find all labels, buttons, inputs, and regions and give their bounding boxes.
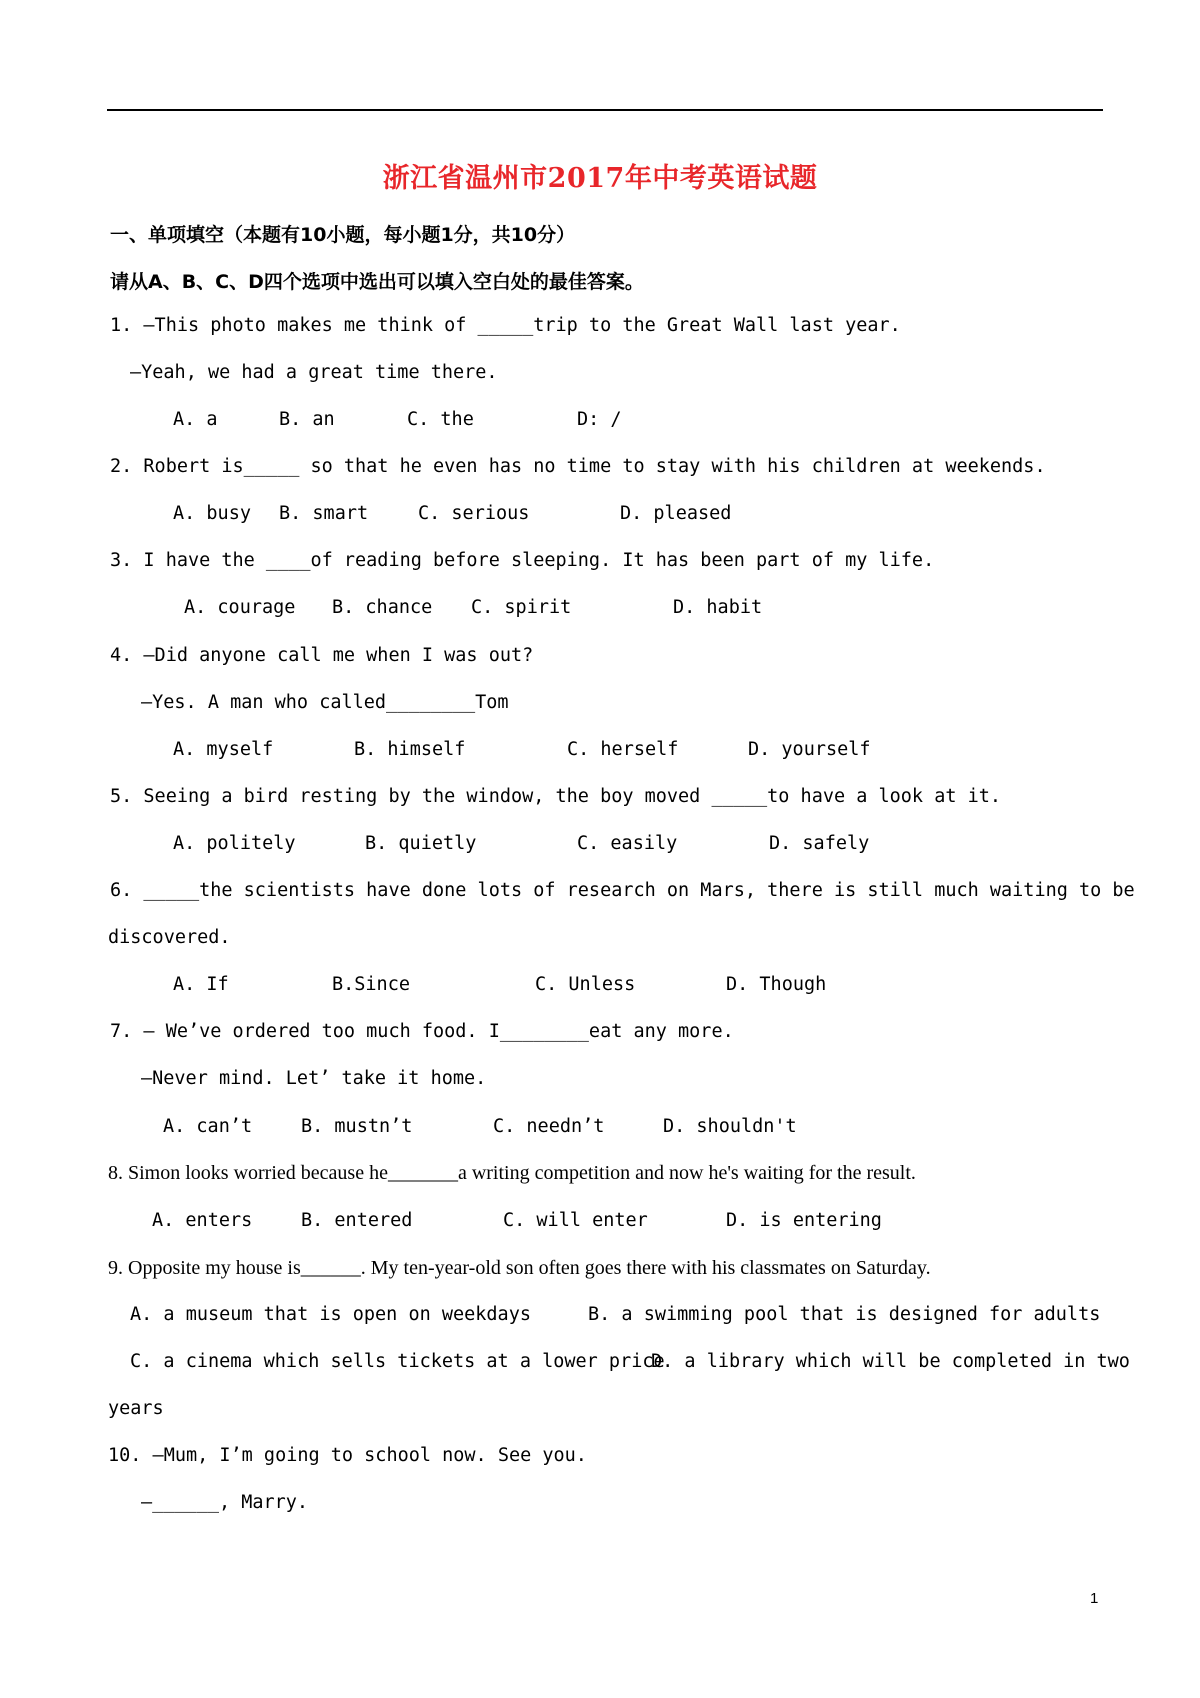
q8-option-d: D. is entering — [726, 1210, 882, 1231]
section-instruction: 请从A、B、C、D四个选项中选出可以填入空白处的最佳答案。 — [110, 271, 644, 293]
q8-stem: 8. Simon looks worried because he_______a writing competition and now he's waiting for the result. — [108, 1162, 916, 1184]
q7-reply: —Never mind. Let’ take it home. — [141, 1068, 487, 1089]
q4-option-a: A. myself — [173, 739, 274, 760]
q1-option-c: C. the — [407, 409, 474, 430]
q3-option-a: A. courage — [184, 597, 296, 618]
page-number: 1 — [1090, 1590, 1099, 1607]
q1-option-b: B. an — [279, 409, 335, 430]
q8-option-b: B. entered — [301, 1210, 413, 1231]
q1-option-d: D: / — [577, 409, 622, 430]
q7-option-a: A. can’t — [163, 1116, 253, 1137]
header-rule — [107, 109, 1103, 111]
q2-stem: 2. Robert is_____ so that he even has no time to stay with his children at weekends. — [110, 456, 1046, 477]
q4-option-c: C. herself — [567, 739, 679, 760]
q5-option-d: D. safely — [769, 833, 870, 854]
q9-option-d-continued: years — [108, 1398, 164, 1419]
q3-option-b: B. chance — [332, 597, 433, 618]
q7-option-b: B. mustn’t — [301, 1116, 413, 1137]
q7-stem: 7. — We’ve ordered too much food. I________eat any more. — [110, 1021, 734, 1042]
q1-stem: 1. —This photo makes me think of _____trip to the Great Wall last year. — [110, 315, 901, 336]
q5-option-b: B. quietly — [365, 833, 477, 854]
q5-stem: 5. Seeing a bird resting by the window, the boy moved _____to have a look at it. — [110, 786, 1002, 807]
q2-option-b: B. smart — [279, 503, 369, 524]
q7-option-d: D. shouldn't — [663, 1116, 797, 1137]
q2-option-d: D. pleased — [620, 503, 732, 524]
q10-stem: 10. —Mum, I’m going to school now. See you. — [108, 1445, 587, 1466]
q6-stem-continued: discovered. — [108, 927, 231, 948]
q2-option-a: A. busy — [173, 503, 251, 524]
q5-option-c: C. easily — [577, 833, 678, 854]
section-heading: 一、单项填空（本题有10小题，每小题1分，共10分） — [110, 224, 576, 246]
q10-reply: —______, Marry. — [141, 1492, 309, 1513]
q9-stem: 9. Opposite my house is______. My ten-year-old son often goes there with his classmates on Saturday. — [108, 1257, 931, 1279]
q9-option-c: C. a cinema which sells tickets at a lower price — [130, 1351, 665, 1372]
q7-option-c: C. needn’t — [493, 1116, 605, 1137]
q3-stem: 3. I have the ____of reading before sleeping. It has been part of my life. — [110, 550, 935, 571]
q4-option-d: D. yourself — [748, 739, 871, 760]
q9-option-a: A. a museum that is open on weekdays — [130, 1304, 531, 1325]
q6-stem: 6. _____the scientists have done lots of research on Mars, there is still much waiting to be — [110, 880, 1135, 901]
q6-option-a: A. If — [173, 974, 229, 995]
q2-option-c: C. serious — [418, 503, 530, 524]
q8-option-c: C. will enter — [503, 1210, 648, 1231]
q6-option-d: D. Though — [726, 974, 827, 995]
q5-option-a: A. politely — [173, 833, 296, 854]
q4-reply: —Yes. A man who called________Tom — [141, 692, 509, 713]
q4-stem: 4. —Did anyone call me when I was out? — [110, 645, 534, 666]
q9-option-b: B. a swimming pool that is designed for adults — [588, 1304, 1101, 1325]
q4-option-b: B. himself — [354, 739, 466, 760]
q6-option-b: B.Since — [332, 974, 410, 995]
q9-option-d: D. a library which will be completed in two — [651, 1351, 1130, 1372]
q8-option-a: A. enters — [152, 1210, 253, 1231]
q3-option-c: C. spirit — [471, 597, 572, 618]
q6-option-c: C. Unless — [535, 974, 636, 995]
page-title: 浙江省温州市2017年中考英语试题 — [382, 163, 818, 194]
q1-reply: —Yeah, we had a great time there. — [130, 362, 498, 383]
q3-option-d: D. habit — [673, 597, 763, 618]
q1-option-a: A. a — [173, 409, 218, 430]
